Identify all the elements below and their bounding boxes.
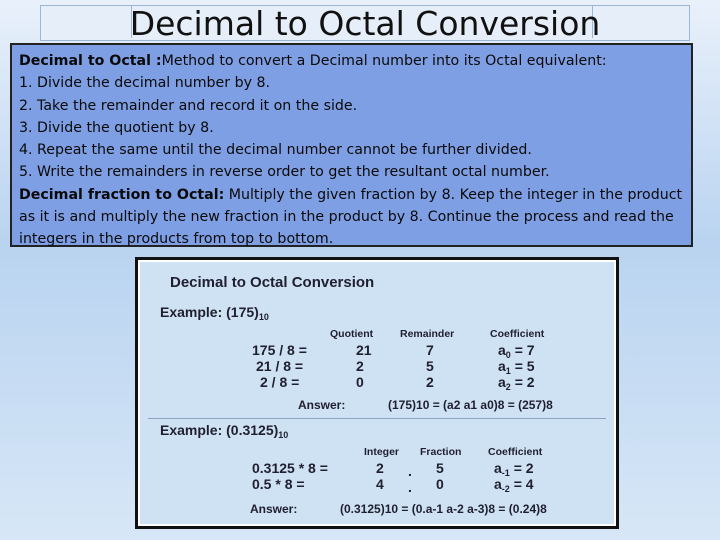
step-1: 1. Divide the decimal number by 8. [19, 75, 271, 92]
example-figure [135, 257, 619, 529]
figure-content [140, 262, 614, 524]
header-remainder: Remainder [400, 328, 455, 340]
ex2-row-2-coefficient: $a_{-2} = 4$ [494, 476, 534, 494]
ex2-row-2-dot: . [408, 479, 412, 495]
header-quotient: Quotient [330, 328, 374, 340]
ex1-row-1-expr: 175 / 8 = [252, 342, 307, 358]
ex1-row-3-quotient: 0 [356, 374, 364, 390]
ex1-answer-text: (175)10 = (a2 a1 a0)8 = (257)8 [388, 398, 553, 412]
ex2-row-1-integer: 2 [376, 460, 384, 476]
ex1-row-3-remainder: 2 [426, 374, 434, 390]
ex2-row-1-coefficient: $a_{-1} = 2$ [494, 460, 534, 478]
title-box [40, 5, 690, 41]
ex2-row-2-fraction: 0 [436, 476, 444, 492]
figure-title: Decimal to Octal Conversion [170, 274, 375, 291]
explanation-box [10, 43, 693, 247]
fraction-text: Multiply the given fraction by 8. Keep the integer in the product as it is and multiply the new fraction in the product by 8. Continue the process and read the integers in the products from top to bottom. [19, 186, 683, 248]
slide-title: Decimal to Octal Conversion [129, 4, 601, 43]
step-5: 5. Write the remainders in reverse order to get the resultant octal number. [19, 164, 550, 181]
example1-label: Example: $(175)_{10}$ [160, 304, 269, 322]
figure-divider [148, 418, 606, 419]
intro-text: Method to convert a Decimal number into its Octal equivalent: [161, 53, 607, 69]
ex1-row-2-expr: 21 / 8 = [256, 358, 304, 374]
ex1-row-3-expr: 2 / 8 = [260, 374, 300, 390]
step-2: 2. Take the remainder and record it on the side. [19, 97, 358, 114]
header-coefficient-2: Coefficient [488, 446, 543, 458]
ex1-row-3-coefficient: $a_2 = 2$ [498, 374, 535, 392]
ex1-answer-label: Answer: [298, 398, 346, 412]
intro-line [19, 50, 685, 72]
step-4: 4. Repeat the same until the decimal number cannot be further divided. [19, 142, 532, 159]
ex1-row-2-coefficient: $a_1 = 5$ [498, 358, 535, 376]
ex2-row-1-fraction: 5 [436, 460, 444, 476]
ex1-row-1-coefficient: $a_0 = 7$ [498, 342, 535, 360]
ex2-row-2-integer: 4 [376, 476, 384, 492]
fraction-paragraph [19, 184, 685, 251]
header-fraction: Fraction [420, 446, 462, 458]
ex1-row-1-quotient: 21 [356, 342, 372, 358]
ex1-row-2-quotient: 2 [356, 358, 364, 374]
ex2-answer-label: Answer: [250, 502, 298, 516]
intro-heading: Decimal to Octal : [19, 53, 162, 69]
ex2-row-1-expr: 0.3125 * 8 = [252, 460, 328, 476]
step-3: 3. Divide the quotient by 8. [19, 119, 214, 136]
ex2-answer-text: (0.3125)10 = (0.a-1 a-2 a-3)8 = (0.24)8 [340, 502, 547, 516]
ex1-row-2-remainder: 5 [426, 358, 434, 374]
header-integer: Integer [364, 446, 400, 458]
header-coefficient: Coefficient [490, 328, 545, 340]
ex1-row-1-remainder: 7 [426, 342, 434, 358]
example2-label: Example: $(0.3125)_{10}$ [160, 422, 289, 440]
fraction-heading: Decimal fraction to Octal: [19, 186, 225, 203]
ex2-row-1-dot: . [408, 463, 412, 479]
ex2-row-2-expr: 0.5 * 8 = [252, 476, 305, 492]
